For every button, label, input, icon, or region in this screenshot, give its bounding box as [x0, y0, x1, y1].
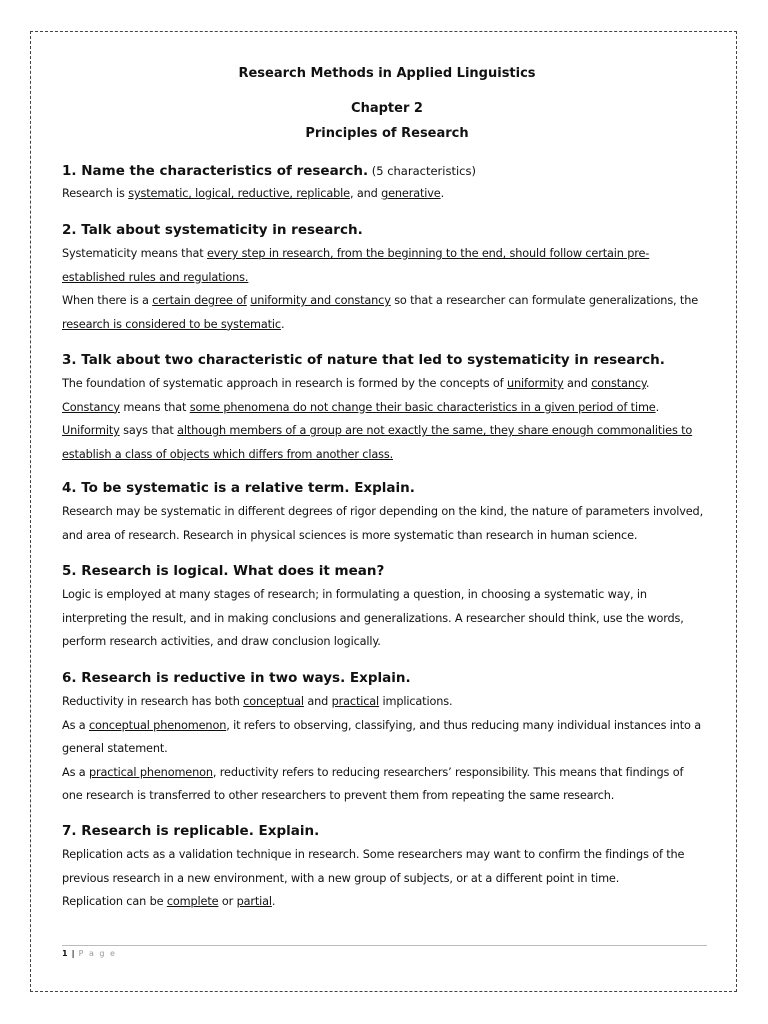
text-run: one research is transferred to other researchers to prevent them from repeating the same research.	[62, 789, 615, 803]
text-run: means that	[119, 400, 190, 414]
question-text: 7. Research is replicable. Explain.	[62, 823, 320, 839]
text-run: Replication can be	[62, 895, 167, 909]
text-run: .	[645, 377, 650, 390]
text-run: , reductivity refers to reducing researchers’ responsibility. This means that findings of	[212, 765, 684, 779]
answer-line	[62, 583, 714, 607]
underlined-phrase: systematic, logical, reductive, replicable	[128, 187, 350, 200]
answer-line	[62, 396, 714, 420]
answer-line	[62, 500, 714, 524]
text-run: .	[271, 895, 276, 909]
underlined-phrase: complete	[166, 895, 219, 909]
answer-line	[62, 784, 714, 808]
text-run: or	[218, 895, 237, 909]
text-run: Research may be systematic in different degrees of rigor depending on the kind, the nature of parameters involved,	[62, 505, 704, 518]
question-text: 5. Research is logical. What does it mean?	[62, 563, 385, 579]
text-run: Replication acts as a validation technique in research. Some researchers may want to confirm the findings of the	[62, 848, 685, 861]
footer-divider	[62, 945, 707, 946]
text-run: As a	[62, 765, 89, 779]
text-run: previous research in a new environment, with a new group of subjects, or at a different point in time.	[62, 871, 620, 885]
underlined-phrase: established rules and regulations.	[62, 270, 249, 284]
answer-paragraph	[62, 500, 714, 547]
question-text: 1. Name the characteristics of research.	[62, 163, 369, 179]
answer-line	[62, 419, 714, 443]
text-run: perform research activities, and draw conclusion logically.	[62, 635, 381, 649]
underlined-phrase: uniformity	[506, 377, 564, 390]
text-run: Research is	[62, 187, 129, 200]
text-run: implications.	[379, 695, 453, 708]
underlined-phrase: generative	[381, 187, 441, 200]
text-run: and area of research. Research in physical sciences is more systematic than research in human science.	[62, 528, 638, 542]
text-run: general statement.	[62, 742, 168, 756]
text-run: Logic is employed at many stages of research; in formulating a question, in choosing a systematic way, in	[62, 588, 647, 601]
answer-paragraph	[62, 690, 714, 808]
text-run: .	[440, 187, 445, 200]
answer-paragraph	[62, 843, 714, 914]
text-run: When there is a	[62, 294, 153, 308]
question-text: 6. Research is reductive in two ways. Explain.	[62, 670, 411, 686]
answer-line	[62, 714, 714, 738]
underlined-phrase: research is considered to be systematic	[62, 317, 281, 331]
answer-line	[62, 289, 714, 313]
answer-line	[62, 372, 714, 396]
text-run: Systematicity means that	[62, 247, 207, 260]
answer-line	[62, 630, 714, 654]
answer-line	[62, 242, 714, 266]
underlined-phrase: conceptual	[243, 695, 304, 708]
answer-line	[62, 690, 714, 714]
answer-line	[62, 607, 714, 631]
answer-line	[62, 867, 714, 891]
answer-paragraph	[62, 372, 714, 466]
underlined-phrase: establish a class of objects which differs from another class.	[62, 447, 394, 461]
underlined-phrase: although members of a group are not exactly the same, they share enough commonalities to	[177, 424, 693, 438]
question-heading	[62, 823, 319, 839]
answer-line	[62, 890, 714, 914]
underlined-phrase: partial	[236, 895, 272, 909]
question-text: 3. Talk about two characteristic of nature that led to systematicity in research.	[62, 352, 665, 368]
answer-line	[62, 843, 714, 867]
answer-paragraph	[62, 583, 714, 654]
page-footer	[62, 949, 116, 958]
question-text: 4. To be systematic is a relative term. Explain.	[62, 480, 415, 496]
page-label: P a g e	[78, 949, 117, 958]
underlined-phrase: uniformity and constancy	[250, 294, 391, 308]
text-run: .	[280, 317, 285, 331]
question-note: (5 characteristics)	[368, 164, 476, 178]
underlined-phrase: every step in research, from the beginning to the end, should follow certain pre-	[206, 247, 650, 260]
underlined-phrase: Constancy	[62, 400, 120, 414]
underlined-phrase: certain degree of	[152, 294, 247, 308]
question-heading	[62, 480, 415, 496]
text-run: interpreting the result, and in making conclusions and generalizations. A researcher should think, use the words,	[62, 611, 684, 625]
question-heading	[62, 352, 665, 368]
text-run: , it refers to observing, classifying, and thus reducing many individual instances into a	[226, 718, 702, 732]
question-heading	[62, 563, 384, 579]
question-heading	[62, 670, 411, 686]
underlined-phrase: conceptual phenomenon	[88, 718, 227, 732]
text-run: and	[303, 695, 332, 708]
document-page	[30, 31, 737, 992]
text-run: .	[655, 400, 660, 414]
page-number: 1	[62, 949, 68, 958]
text-run: and	[563, 377, 592, 390]
text-run: , and	[349, 187, 382, 200]
answer-line	[62, 266, 714, 290]
text-run: Reductivity in research has both	[62, 695, 244, 708]
underlined-phrase: Uniformity	[62, 424, 120, 438]
underlined-phrase: some phenomena do not change their basic characteristics in a given period of time	[189, 400, 656, 414]
document-title: Research Methods in Applied Linguistics	[238, 66, 536, 81]
question-text: 2. Talk about systematicity in research.	[62, 222, 363, 238]
text-run: says that	[119, 424, 178, 438]
answer-line	[62, 524, 714, 548]
underlined-phrase: constancy	[591, 377, 646, 390]
question-heading	[62, 222, 363, 238]
answer-line	[62, 443, 714, 467]
answer-line	[62, 761, 714, 785]
underlined-phrase: practical	[331, 695, 380, 708]
answer-line	[62, 737, 714, 761]
underlined-phrase: practical phenomenon	[88, 765, 213, 779]
answer-line	[62, 313, 714, 337]
answer-paragraph	[62, 242, 714, 336]
answer-line	[62, 182, 714, 206]
text-run: so that a researcher can formulate generalizations, the	[390, 294, 699, 308]
text-run: As a	[62, 718, 89, 732]
chapter-title: Principles of Research	[305, 126, 469, 141]
text-run: The foundation of systematic approach in research is formed by the concepts of	[62, 377, 507, 390]
chapter-number: Chapter 2	[351, 101, 423, 116]
footer-separator: |	[71, 949, 75, 958]
answer-paragraph	[62, 182, 714, 206]
question-heading	[62, 163, 476, 179]
